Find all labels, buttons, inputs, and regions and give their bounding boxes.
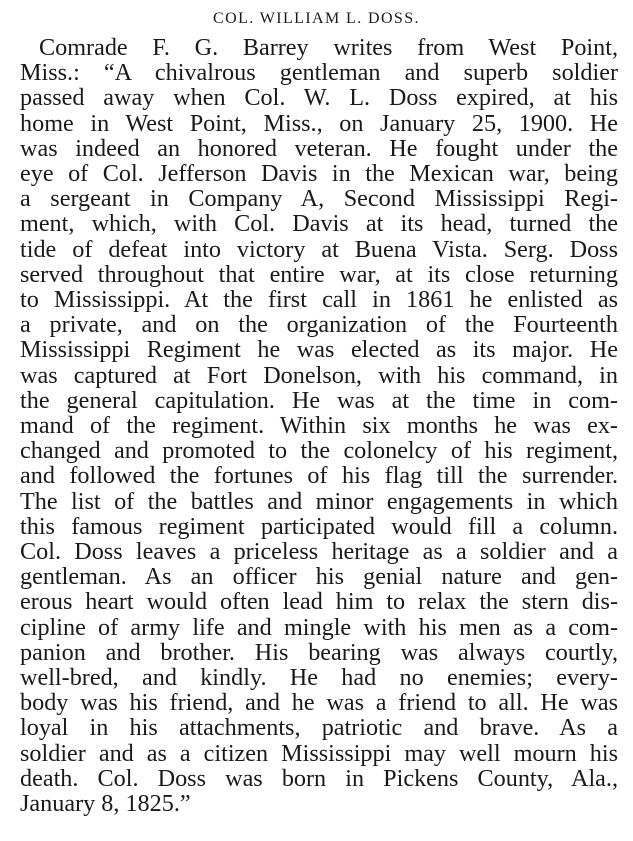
article-line: mand of the regiment. Within six months he was ex- — [20, 412, 618, 440]
article-line: this famous regiment participated would fill a column. — [20, 512, 618, 540]
article-line: body was his friend, and he was a friend to all. He was — [20, 689, 618, 717]
article-line: The list of the battles and minor engagements in which — [20, 487, 618, 515]
article-line: a sergeant in Company A, Second Mississippi Regi- — [20, 185, 618, 213]
article-line: a private, and on the organization of the Fourteenth — [20, 311, 618, 339]
article-line: gentleman. As an officer his genial nature and gen- — [20, 563, 618, 591]
article-line: Comrade F. G. Barrey writes from West Point, — [39, 34, 618, 61]
article-line: panion and brother. His bearing was always courtly, — [20, 638, 618, 666]
article-line: the general capitulation. He was at the time in com- — [20, 386, 618, 414]
article-line: Miss.: “A chivalrous gentleman and superb soldier — [20, 59, 618, 87]
article-line: tide of defeat into victory at Buena Vista. Serg. Doss — [20, 235, 618, 263]
article-line: and followed the fortunes of his flag till the surrender. — [20, 462, 618, 490]
article-line: served throughout that entire war, at its close returning — [20, 260, 618, 288]
article-line: changed and promoted to the colonelcy of his regiment, — [20, 437, 618, 465]
article-line: passed away when Col. W. L. Doss expired, at his — [20, 84, 618, 112]
article-line: ment, which, with Col. Davis at its head, turned the — [20, 210, 618, 238]
article-line: cipline of army life and mingle with his men as a com- — [20, 613, 618, 641]
article-line: to Mississippi. At the first call in 1861 he enlisted as — [20, 286, 618, 314]
article-line: eye of Col. Jefferson Davis in the Mexican war, being — [20, 160, 618, 188]
article-line: Col. Doss leaves a priceless heritage as a soldier and a — [20, 538, 618, 566]
article-line: was indeed an honored veteran. He fought under the — [20, 134, 618, 162]
article-line: well-bred, and kindly. He had no enemies; every- — [20, 664, 618, 692]
article-line: erous heart would often lead him to relax the stern dis- — [20, 588, 618, 616]
article-body — [20, 35, 618, 816]
article-line: soldier and as a citizen Mississippi may well mourn his — [20, 739, 618, 767]
article-line: loyal in his attachments, patriotic and brave. As a — [20, 714, 618, 742]
article-line: home in West Point, Miss., on January 25, 1900. He — [20, 109, 618, 137]
article-line: Mississippi Regiment he was elected as its major. He — [20, 336, 618, 364]
article-line: death. Col. Doss was born in Pickens County, Ala., — [20, 764, 618, 792]
article-line: January 8, 1825.” — [20, 790, 191, 818]
article-line: was captured at Fort Donelson, with his command, in — [20, 361, 618, 389]
article-title: COL. WILLIAM L. DOSS. — [213, 10, 420, 27]
